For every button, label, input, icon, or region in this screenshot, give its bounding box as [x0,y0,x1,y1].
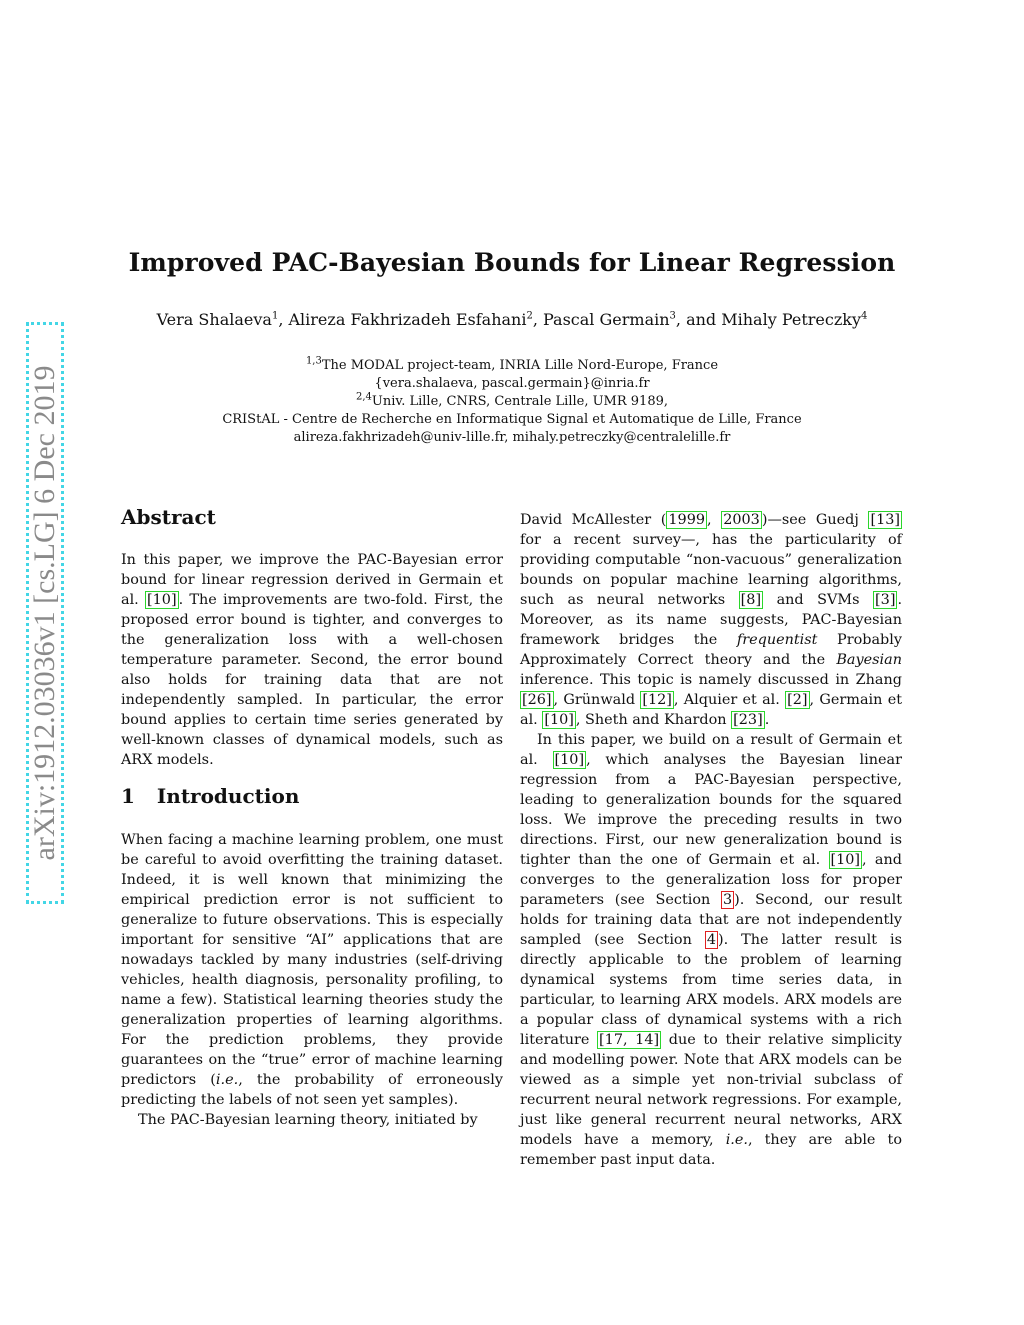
citation-link[interactable]: [10] [554,752,585,768]
affiliation-2-text: Univ. Lille, CNRS, Centrale Lille, UMR 9189, [371,394,668,409]
arxiv-stamp: arXiv:1912.03036v1 [cs.LG] 6 Dec 2019 [28,365,61,861]
text-run: , Alquier et al. [673,692,786,708]
author-1: Vera Shalaeva [156,310,272,329]
section-number: 1 [121,784,135,808]
author-and: and [686,310,722,329]
italic-text: Bayesian [836,652,902,668]
intro-text-b: , the probability of erroneously predicting the labels of not seen yet samples). [121,1072,503,1108]
text-run: , which analyses the Bayesian linear regression from a PAC-Bayesian perspective, leading to generalization bounds for the squared loss. We improve the preceding results in two directions. First, our new generalization bound is tighter than the one of Germain et al. [520,752,902,868]
affiliation-1-text: The MODAL project-team, INRIA Lille Nord-Europe, France [321,358,719,373]
affiliation-2 [0,393,1024,411]
text-run: Probably Approximately Correct theory and the [520,632,902,668]
abstract-paragraph [121,550,503,770]
abstract-text-b: . The improvements are two-fold. First, the proposed error bound is tighter, and converges to the generalization loss with a well-chosen temperature parameter. Second, the error bound also holds for training data that are not independently sampled. In particular, the error bound applies to certain time series generated by well-known classes of dynamical models, such as ARX models. [121,592,503,768]
text-run: due to their relative simplicity and modelling power. Note that ARX models can be viewed as a simple yet non-trivial subclass of recurrent neural network regressions. For example, just like general recurrent neural networks, ARX models have a memory, [520,1032,902,1148]
abstract-heading: Abstract [121,505,216,529]
author-list [0,310,1024,329]
citation-link[interactable]: [3] [875,592,896,608]
affiliation-2-emails: alireza.fakhrizadeh@univ-lille.fr, mihaly.petreczky@centralelille.fr [293,430,731,445]
author-3-sup: 3 [669,310,676,322]
text-run: , Grünwald [553,692,641,708]
right-paragraph-1 [520,510,902,730]
author-4: Mihaly Petreczky [721,310,862,329]
text-run: inference. This topic is namely discussed in Zhang [520,672,902,688]
intro-text-a: When facing a machine learning problem, one must be careful to avoid overfitting the training dataset. Indeed, it is well known that minimizing the empirical prediction error is not sufficient to generalize to future observations. This is especially important for sensitive “AI” applications that are nowadays tackled by many industries (self-driving vehicles, health diagnosis, personality profiling, to name a few). Statistical learning theories study the generalization properties of learning algorithms. For the prediction problems, they provide guarantees on the “true” error of machine learning predictors ( [121,832,503,1088]
citation-link[interactable]: [17, 14] [599,1032,660,1048]
text-run: ). Second, our result holds for training data that are not independently sampled (see Section [520,892,903,948]
italic-text: frequentist [736,632,818,648]
affiliation-1 [0,357,1024,375]
section-ref-link[interactable]: 4 [706,932,716,948]
citation-link[interactable]: [8] [740,592,762,608]
affiliation-1-emails: {vera.shalaeva, pascal.germain}@inria.fr [374,376,650,391]
abstract-text-a: In this paper, we improve the PAC-Bayesian error bound for linear regression derived in Germain et al. [121,552,503,608]
text-run: , Sheth and Khardon [575,712,732,728]
section-heading-introduction [121,784,299,808]
affiliations [0,357,1024,447]
citation-link[interactable]: 1999 [668,512,706,528]
citation-link[interactable]: [23] [733,712,763,728]
section-ref-link[interactable]: 3 [723,892,733,908]
text-run: and SVMs [763,592,874,608]
right-column [520,510,902,1170]
citation-link[interactable]: [13] [870,512,901,528]
intro-paragraph-2: The PAC-Bayesian learning theory, initiated by [138,1112,478,1128]
section-title: Introduction [156,784,300,808]
right-paragraph-2 [520,730,902,1170]
text-run: David McAllester ( [520,512,667,528]
citation-link[interactable]: [10] [147,592,177,608]
author-4-sup: 4 [861,310,868,322]
affiliation-2-lab: CRIStAL - Centre de Recherche en Informatique Signal et Automatique de Lille, France [222,412,802,427]
text-run: In this paper, we build on a result of Germain et al. [520,732,902,768]
paper-title: Improved PAC-Bayesian Bounds for Linear Regression [128,248,896,277]
text-run: . Moreover, as its name suggests, PAC-Bayesian framework bridges the [520,592,903,648]
citation-link[interactable]: 2003 [723,512,760,528]
italic-text: i.e. [725,1132,748,1148]
intro-text-ie: i.e. [215,1072,239,1088]
text-run: , they are able to remember past input data. [520,1132,903,1168]
affiliation-1-sup: 1,3 [305,355,322,367]
author-separator: , [675,310,687,329]
abstract-body [121,550,503,770]
intro-body [121,830,503,1130]
text-run: , and converges to the generalization loss for proper parameters (see Section [520,852,902,908]
text-run: , Germain et al. [520,692,902,728]
text-run: . [764,712,770,728]
author-2: Alireza Fakhrizadeh Esfahani [288,310,527,329]
author-2-sup: 2 [526,310,533,322]
citation-link[interactable]: [10] [544,712,574,728]
text-run: for a recent survey—, has the particularity of providing computable “non-vacuous” generalization bounds on popular machine learning algorithms, such as neural networks [520,532,902,608]
citation-link[interactable]: [2] [787,692,808,708]
author-3: Pascal Germain [543,310,670,329]
text-run: , [707,512,722,528]
citation-link[interactable]: [26] [522,692,552,708]
citation-link[interactable]: [12] [642,692,672,708]
author-1-sup: 1 [271,310,279,322]
author-separator: , [278,310,289,329]
text-run: ). The latter result is directly applicable to the problem of learning dynamical systems from time series data, in particular, to learning ARX models. ARX models are a popular class of dynamical systems with a rich literature [520,932,902,1048]
citation-link[interactable]: [10] [830,852,861,868]
intro-paragraph-1 [121,830,503,1110]
author-separator: , [532,310,543,329]
affiliation-2-sup: 2,4 [356,391,372,403]
text-run: )—see Guedj [761,512,869,528]
